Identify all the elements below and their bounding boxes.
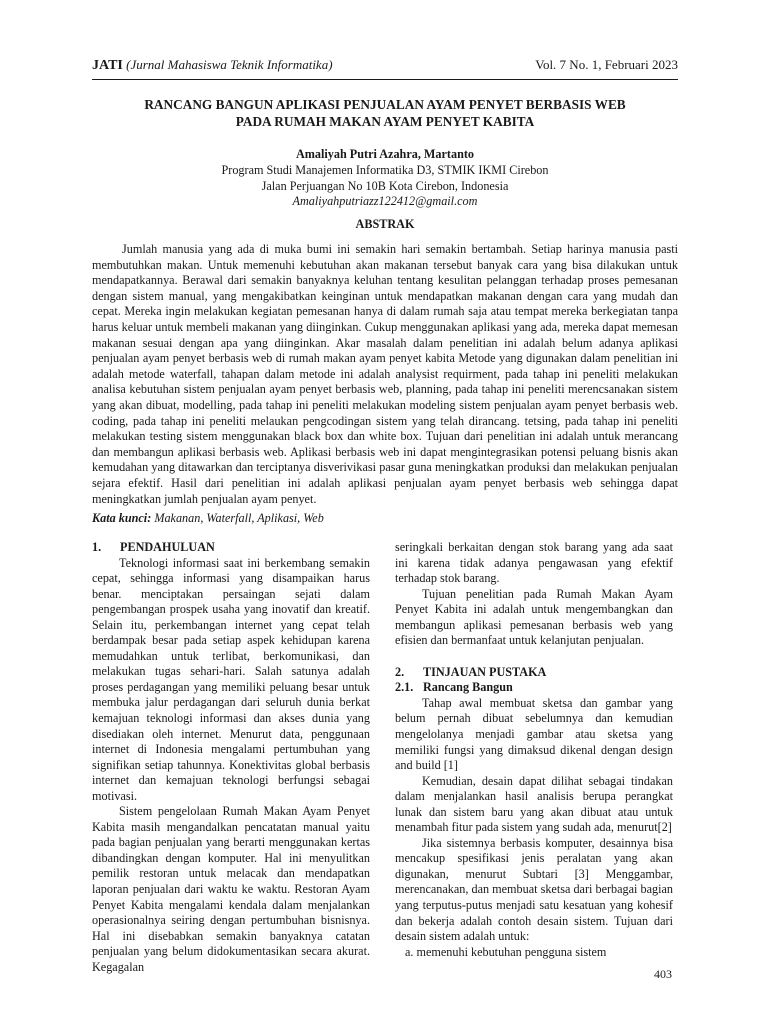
intro-paragraph-2: Sistem pengelolaan Rumah Makan Ayam Penyet Kabita masih mengandalkan pencatatan manual yaitu pada bagian penjualan yang berarti menggunakan kertas dibandingkan dengan komputer. Hal ini menyulitkan pemilik restoran untuk melacak dan mendapatkan laporan penjualan dari waktu ke waktu. Restoran Ayam Penyet Kabita mengalami kendala dalam menjalankan operasionalnya seiring dengan pertumbuhan bisnisnya. Hal ini disebabkan semakin banyaknya catatan penjualan yang belum didokumentasikan secara akurat. Kegagalan [92,804,370,974]
page-number: 403 [654,967,672,981]
running-header [92,57,678,77]
title-line-1: RANCANG BANGUN APLIKASI PENJUALAN AYAM PENYET BERBASIS WEB [144,97,626,112]
review-paragraph-2: Kemudian, desain dapat dilihat sebagai tindakan dalam menjalankan hasil analisis berupa perangkat lunak dan sistem baru yang akan dibuat atau untuk menambah fitur pada sistem yang sudah ada, menurut[2] [395,773,673,835]
abstract-text: Jumlah manusia yang ada di muka bumi ini semakin hari semakin bertambah. Setiap harinya manusia pasti membutuhkan makan. Untuk memenuhi kebutuhan akan makanan tersebut banyak cara yang bisa dilakukan untuk mendapatkannya. Berawal dari semakin banyaknya keluhan tentang kesulitan pelanggan terhadap proses pemesanan dengan sistem manual, yang mengakibatkan keinginan untuk mendapatkan makanan dengan cara yang mudah dan cepat. Mereka ingin melakukan kegiatan pemesanan hanya di dalam rumah saja atau tempat mereka berkegiatan tanpa harus keluar untuk membeli makanan yang diinginkan. Cukup menggunakan aplikasi yang ada, mereka dapat memesan makanan sesuai dengan apa yang diinginkan. Akar masalah dalam penelitian ini adalah belum adanya aplikasi penjualan ayam penyet berbasis web di rumah makan ayam penyet kabita Metode yang digunakan dalam penelitian ini adalah metode waterfall, tahapan dalam metode ini adalah analysist requirment, pada tahap ini peneliti melakukan analisa kebutuhan sistem penjualan ayam penyet berbasis web, planning, pada tahap ini peneliti merencsanakan sistem yang akan dibuat, modelling, pada tahap ini peneliti melakukan modeling sistem penjualan ayam penyet berbasis web. coding, pada tahap ini peneliti melaukan pengcodingan sistem yang telah dirancang. tetsing, pada tahap ini peneliti melakukan testing sistem menggunakan black box dan white box. Tujuan dari penelitian ini adalah untuk merancang dan membangun aplikasi berbasis web. Aplikasi berbasis web ini dapat mengintegrasikan potensi peluang bisnis akan kemudahan yang ditawarkan dan terciptanya disverivikasi pasar guna meningkatkan produksi dan melakukan penjualan sejara efektif. Hasil dari penelitian ini adalah aplikasi penjualan ayam penyet berbasis web sehingga dapat meningkatkan jumlah penjualan ayam penyet. [92,242,678,506]
section-1-heading [92,540,370,556]
right-column [395,540,673,960]
section-2-heading [395,665,673,681]
section-1-title: PENDAHULUAN [120,540,215,554]
keywords [92,511,678,526]
section-1-number: 1. [92,540,102,554]
title-line-2: PADA RUMAH MAKAN AYAM PENYET KABITA [235,114,535,129]
subsection-2-1-title: Rancang Bangun [423,680,513,695]
journal-abbr: JATI [92,58,123,73]
volume-info: Vol. 7 No. 1, Februari 2023 [535,57,678,72]
author-block [92,147,678,210]
subsection-2-1-number: 2.1. [395,680,414,695]
intro-paragraph-4: Tujuan penelitian pada Rumah Makan Ayam Penyet Kabita ini adalah untuk mengembangkan dan membangun aplikasi pemesanan berbasis web yang efisien dan bermanfaat untuk kelanjutan penjualan. [395,586,673,648]
author-address: Jalan Perjuangan No 10B Kota Cirebon, Indonesia [261,178,509,193]
author-names: Amaliyah Putri Azahra, Martanto [295,147,475,161]
intro-paragraph-1: Teknologi informasi saat ini berkembang semakin cepat, sehingga informasi yang disampaikan harus benar. menciptakan persaingan sejati dalam pengembangan prospek usaha yang inovatif dan kreatif. Selain itu, perkembangan internet yang cepat telah berdampak besar pada setiap aspek kehidupan karena memudahkan untuk terlibat, berkomunikasi, dan melakukan tugas sehari-hari. Salah satunya adalah proses perdagangan yang memiliki peluang besar untuk membuka jalur perdagangan dari seluruh dunia berkat kemajuan teknologi informasi dan akses dunia yang disediakan oleh internet. Menurut data, penggunaan internet di Indonesia mengalami pertumbuhan yang signifikan setiap tahunnya. Konektivitas global berbasis internet dan kemajuan teknologi berfungsi sebagai motivasi. [92,555,370,803]
left-column [92,540,370,975]
section-gap [395,649,673,665]
header-rule [92,79,678,80]
paper-title [92,96,678,130]
abstract-heading: ABSTRAK [355,217,415,231]
author-email: Amaliyahputriazz122412@gmail.com [292,194,478,209]
review-paragraph-1: Tahap awal membuat sketsa dan gambar yang belum pernah dibuat sebelumnya dan kemudian mengelolanya menjadi gambar atau sketsa yang memiliki fungsi yang dimaksud dikenal dengan design and build [1] [395,695,673,773]
list-item-a: a. memenuhi kebutuhan pengguna sistem [405,944,607,959]
journal-full-name: (Jurnal Mahasiswa Teknik Informatika) [126,57,333,72]
review-paragraph-3: Jika sistemnya berbasis komputer, desainnya bisa mencakup spesifikasi jenis peralatan yang akan digunakan, menurut Subtari [3] Menggambar, merencanakan, dan membuat sketsa dari berbagai bagian yang terputus-putus menjadi satu kesatuan yang kohesif dan bekerja adalah contoh desain sistem. Tujuan dari desain sistem adalah untuk: [395,835,673,944]
subsection-2-1-heading [395,680,673,696]
author-affiliation: Program Studi Manajemen Informatika D3, STMIK IKMI Cirebon [221,162,549,177]
section-2-number: 2. [395,664,405,679]
section-2-title: TINJAUAN PUSTAKA [423,664,547,679]
journal-name [92,57,333,74]
keywords-label: Kata kunci: [92,511,152,525]
intro-paragraph-3: seringkali berkaitan dengan stok barang yang ada saat ini karena tidak adanya pengawasan yang efektif terhadap stok barang. [395,540,673,586]
keywords-text: Makanan, Waterfall, Aplikasi, Web [154,511,324,525]
